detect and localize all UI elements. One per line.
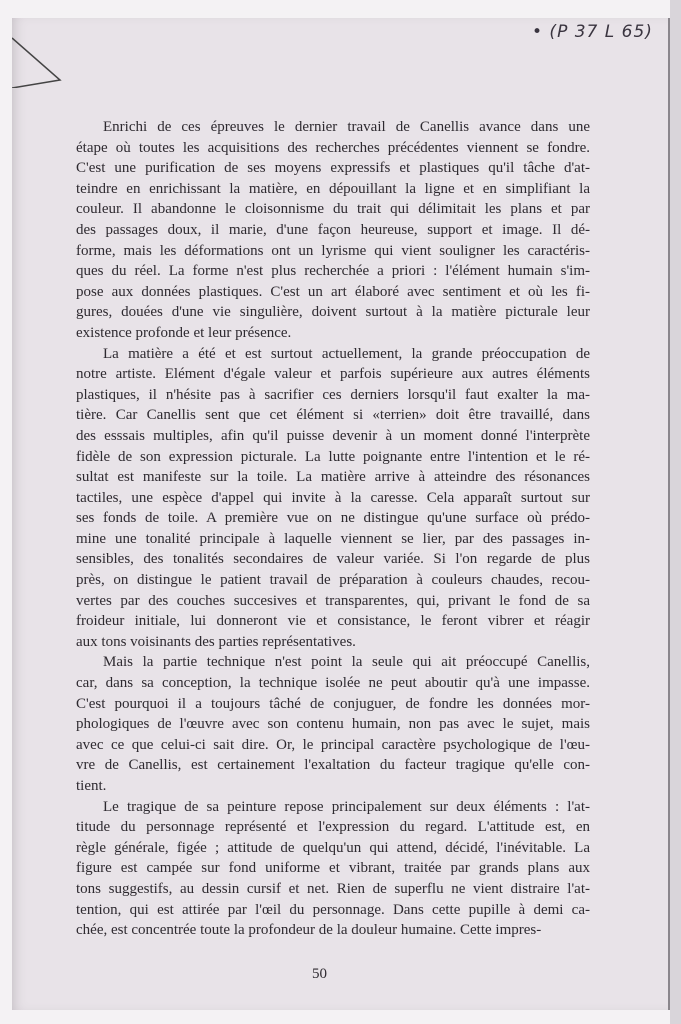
text-line: C'est une purification de ses moyens expressifs et plastiques qu'il tâche d'at-: [76, 160, 590, 177]
text-line: avec ce que celui-ci sait dire. Or, le principal caractère psychologique de l'œu-: [76, 736, 590, 753]
text-line: Le tragique de sa peinture repose principalement sur deux éléments : l'at-: [103, 798, 590, 815]
text-line: teindre en enrichissant la matière, en dépouillant la ligne et en simplifiant la: [76, 180, 590, 197]
text-line: titude du personnage représenté et l'expression du regard. L'attitude est, en: [76, 819, 590, 836]
text-line: près, on distingue le patient travail de préparation à couleurs chaudes, recou-: [76, 572, 590, 589]
text-line: ques du réel. La forme n'est plus recherchée a priori : l'élément humain s'im-: [76, 263, 590, 280]
text-line: règle générale, figée ; attitude de quelqu'un qui attend, décidé, l'inévitable. La: [76, 839, 590, 856]
text-line: des passages doux, il marie, d'une façon heureuse, support et image. Il dé-: [76, 221, 590, 238]
text-line: existence profonde et leur présence.: [76, 324, 292, 341]
body-text: [76, 117, 590, 941]
text-line: sultat est manifeste sur la toile. La matière arrive à atteindre des résonances: [76, 469, 590, 486]
text-line: plastiques, il n'hésite pas à sacrifier ces derniers lorsqu'il faut exalter la ma-: [76, 386, 590, 403]
text-line: couleur. Il abandonne le cloisonnisme du trait qui délimitait les plans et par: [76, 201, 590, 218]
text-line: aux tons voisinants des parties représentatives.: [76, 633, 356, 650]
text-line: La matière a été et est surtout actuellement, la grande préoccupation de: [103, 345, 590, 362]
text-line: pose aux données plastiques. C'est un art élaboré avec sentiment et où les fi-: [76, 283, 590, 300]
paragraph: [76, 797, 590, 941]
text-line: figure est campée sur fond uniforme et vibrant, traitée par grands plans aux: [76, 860, 590, 877]
text-line: étape où toutes les acquisitions des recherches précédentes viennent se fondre.: [76, 139, 590, 156]
text-line: tention, qui est attirée par l'œil du personnage. Dans cette pupille à demi ca-: [76, 901, 590, 918]
text-line: vre de Canellis, est certainement l'exaltation du facteur tragique qu'elle con-: [76, 757, 590, 774]
text-line: Mais la partie technique n'est point la seule qui ait préoccupé Canellis,: [103, 654, 590, 671]
scan-border: [670, 0, 681, 1024]
text-line: car, dans sa conception, la technique isolée ne peut aboutir qu'à une impasse.: [76, 675, 590, 692]
text-line: tière. Car Canellis sent que cet élément si «terrien» doit être travaillé, dans: [76, 407, 590, 424]
text-line: Enrichi de ces épreuves le dernier travail de Canellis avance dans une: [103, 119, 590, 135]
paragraph: [76, 117, 590, 344]
text-line: des esssais multiples, afin qu'il puisse devenir à un moment donné l'interprète: [76, 427, 590, 444]
text-line: forme, mais les déformations ont un lyrisme qui vient souligner les caractéris-: [76, 242, 590, 259]
paragraph: [76, 344, 590, 653]
folded-corner-mark: [12, 18, 62, 88]
text-line: gures, douées d'une vie singulière, doivent surtout à la matière picturale leur: [76, 304, 590, 321]
text-line: phologiques de l'œuvre avec son contenu humain, non pas avec le sujet, mais: [76, 716, 590, 733]
text-line: tactiles, une espèce d'appel qui invite à la caresse. Cela apparaît surtout sur: [76, 489, 590, 506]
text-line: sensibles, des tonalités secondaires de valeur variée. Si l'on regarde de plus: [76, 551, 590, 568]
paragraph: [76, 652, 590, 796]
text-line: fidèle de son expression picturale. La lutte poignante entre l'intention et le ré-: [76, 448, 590, 465]
text-line: vertes par des couches succesives et transparentes, qui, privant le fond de sa: [76, 592, 590, 609]
text-line: tons suggestifs, au dessin cursif et net. Rien de superflu ne vient distraire l'at-: [76, 880, 590, 897]
text-line: C'est pourquoi il a toujours tâché de conjuguer, de fondre les données mor-: [76, 695, 590, 712]
text-line: tient.: [76, 778, 107, 794]
page-number: 50: [312, 966, 327, 982]
text-line: chée, est concentrée toute la profondeur de la douleur humaine. Cette impres-: [76, 922, 542, 939]
handwritten-reference: • (P 37 L 65): [532, 22, 653, 42]
text-line: notre artiste. Elément d'égale valeur et parfois supérieure aux autres éléments: [76, 366, 590, 383]
text-line: froideur initiale, lui donneront vie et consistance, le feront vibrer et réagir: [76, 613, 590, 630]
text-line: ses fonds de toile. A première vue on ne distingue qu'une surface où prédo-: [76, 510, 590, 527]
text-line: mine une tonalité principale à laquelle viennent se lier, par des passages in-: [76, 530, 590, 547]
